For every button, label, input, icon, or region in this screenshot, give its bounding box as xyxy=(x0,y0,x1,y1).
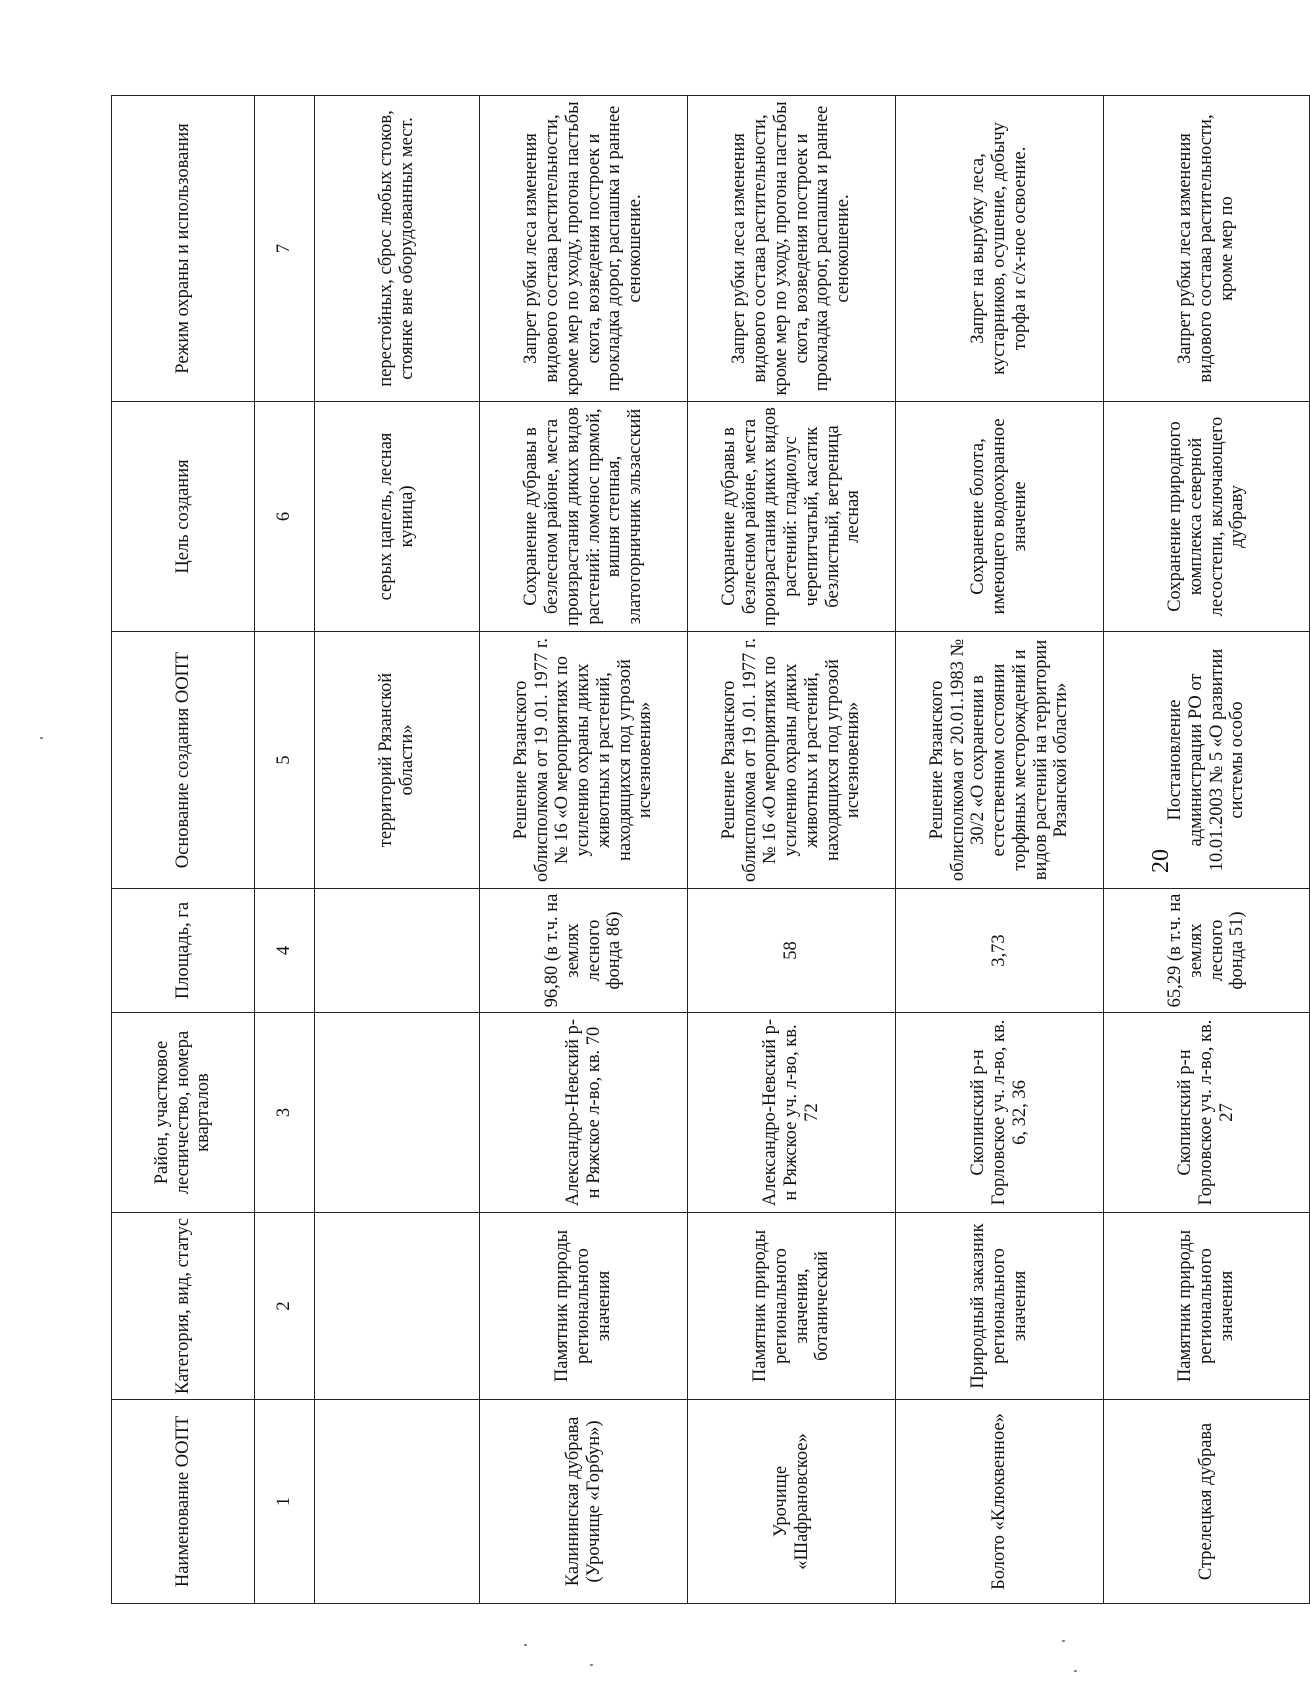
column-number: 6 xyxy=(255,402,315,632)
column-number: 1 xyxy=(255,1400,315,1604)
cell-area: 96,80 (в т.ч. на землях лесного фонда 86) xyxy=(480,889,688,1013)
header-area: Площадь, га xyxy=(112,889,255,1013)
header-goal: Цель создания xyxy=(112,402,255,632)
rotated-page-content xyxy=(111,96,1248,1604)
header-name: Наименование ООПТ xyxy=(112,1400,255,1604)
scan-speck xyxy=(1074,1670,1077,1672)
cell-name: Стрелецкая дубрава xyxy=(1104,1400,1310,1604)
cell-name: Урочище «Шафрановское» xyxy=(688,1400,896,1604)
cell-category xyxy=(315,1213,480,1400)
cell-regime: Запрет рубки леса изменения видового состава растительности, кроме мер по уходу, прогона пастьбы скота, возведения построек и прокладка дорог, распашка и раннее сенокошение. xyxy=(688,96,896,402)
cell-goal: Сохранение природного комплекса северной лесостепи, включающего дубраву xyxy=(1104,402,1310,632)
cell-district: Александро-Невский р-н Ряжское уч. л-во, кв. 72 xyxy=(688,1013,896,1213)
cell-category: Памятник природы регионального значения xyxy=(480,1213,688,1400)
column-number: 4 xyxy=(255,889,315,1013)
cell-district: Скопинский р-н Горловское уч. л-во, кв. 6, 32, 36 xyxy=(896,1013,1104,1213)
cell-district xyxy=(315,1013,480,1213)
cell-goal: Сохранение дубравы в безлесном районе, места произрастания диких видов растений: ломонос прямой, вишня степная, златогорничник эльзасский xyxy=(480,402,688,632)
column-number: 7 xyxy=(255,96,315,402)
scan-speck xyxy=(524,1644,527,1646)
cell-category: Природный заказник регионального значения xyxy=(896,1213,1104,1400)
cell-basis: Постановление администрации РО от 10.01.2003 № 5 «О развитии системы особо xyxy=(1104,632,1310,889)
cell-regime: Запрет рубки леса изменения видового состава растительности, кроме мер по уходу, прогона пастьбы скота, возведения построек и прокладка дорог, распашка и раннее сенокошение. xyxy=(480,96,688,402)
table-row xyxy=(896,96,1104,1604)
scan-speck xyxy=(1062,1640,1065,1642)
table-row xyxy=(480,96,688,1604)
scan-speck xyxy=(590,1664,593,1666)
cell-district: Александро-Невский р-н Ряжское л-во, кв. 70 xyxy=(480,1013,688,1213)
cell-basis: Решение Рязанского облисполкома от 19 .01. 1977 г. № 16 «О мероприятиях по усилению охраны диких животных и растений, находящихся под угрозой исчезновения» xyxy=(480,632,688,889)
cell-regime: Запрет рубки леса изменения видового состава растительности, кроме мер по xyxy=(1104,96,1310,402)
table-row xyxy=(1104,96,1310,1604)
cell-district: Скопинский р-н Горловское уч. л-во, кв. 27 xyxy=(1104,1013,1310,1213)
page-number: 20 xyxy=(1148,849,1174,873)
column-number: 3 xyxy=(255,1013,315,1213)
protected-areas-table xyxy=(111,95,1310,1604)
cell-basis: территорий Рязанской области» xyxy=(315,632,480,889)
cell-regime: перестойных, сброс любых стоков, стоянке вне оборудованных мест. xyxy=(315,96,480,402)
column-number: 2 xyxy=(255,1213,315,1400)
cell-name: Болото «Клюквенное» xyxy=(896,1400,1104,1604)
table-row xyxy=(315,96,480,1604)
cell-area xyxy=(315,889,480,1013)
cell-area: 3,73 xyxy=(896,889,1104,1013)
cell-regime: Запрет на вырубку леса, кустарников, осушение, добычу торфа и с/х-ное освоение. xyxy=(896,96,1104,402)
cell-category: Памятник природы регионального значения xyxy=(1104,1213,1310,1400)
cell-basis: Решение Рязанского облисполкома от 20.01.1983 № 30/2 «О сохранении в естественном состоянии торфяных месторождений и видов растений на территории Рязанской области» xyxy=(896,632,1104,889)
header-category: Категория, вид, статус xyxy=(112,1213,255,1400)
cell-area: 58 xyxy=(688,889,896,1013)
column-number: 5 xyxy=(255,632,315,889)
header-regime: Режим охраны и использования xyxy=(112,96,255,402)
column-number-row xyxy=(255,96,315,1604)
table-header-row xyxy=(112,96,255,1604)
cell-goal: серых цапель, лесная куница) xyxy=(315,402,480,632)
header-district: Район, участковое лесничество, номера кварталов xyxy=(112,1013,255,1213)
cell-goal: Сохранение дубравы в безлесном районе, места произрастания диких видов растений: гладиолус черепитчатый, касатик безлистный, ветреница лесная xyxy=(688,402,896,632)
table-row xyxy=(688,96,896,1604)
cell-goal: Сохранение болота, имеющего водоохранное значение xyxy=(896,402,1104,632)
cell-name: Калининская дубрава (Урочище «Горбун») xyxy=(480,1400,688,1604)
cell-category: Памятник природы регионального значения, ботанический xyxy=(688,1213,896,1400)
header-basis: Основание создания ООПТ xyxy=(112,632,255,889)
cell-basis: Решение Рязанского облисполкома от 19 .01. 1977 г. № 16 «О мероприятиях по усилению охраны диких животных и растений, находящихся под угрозой исчезновения» xyxy=(688,632,896,889)
cell-area: 65,29 (в т.ч. на землях лесного фонда 51) xyxy=(1104,889,1310,1013)
cell-name xyxy=(315,1400,480,1604)
scan-speck xyxy=(40,737,43,739)
